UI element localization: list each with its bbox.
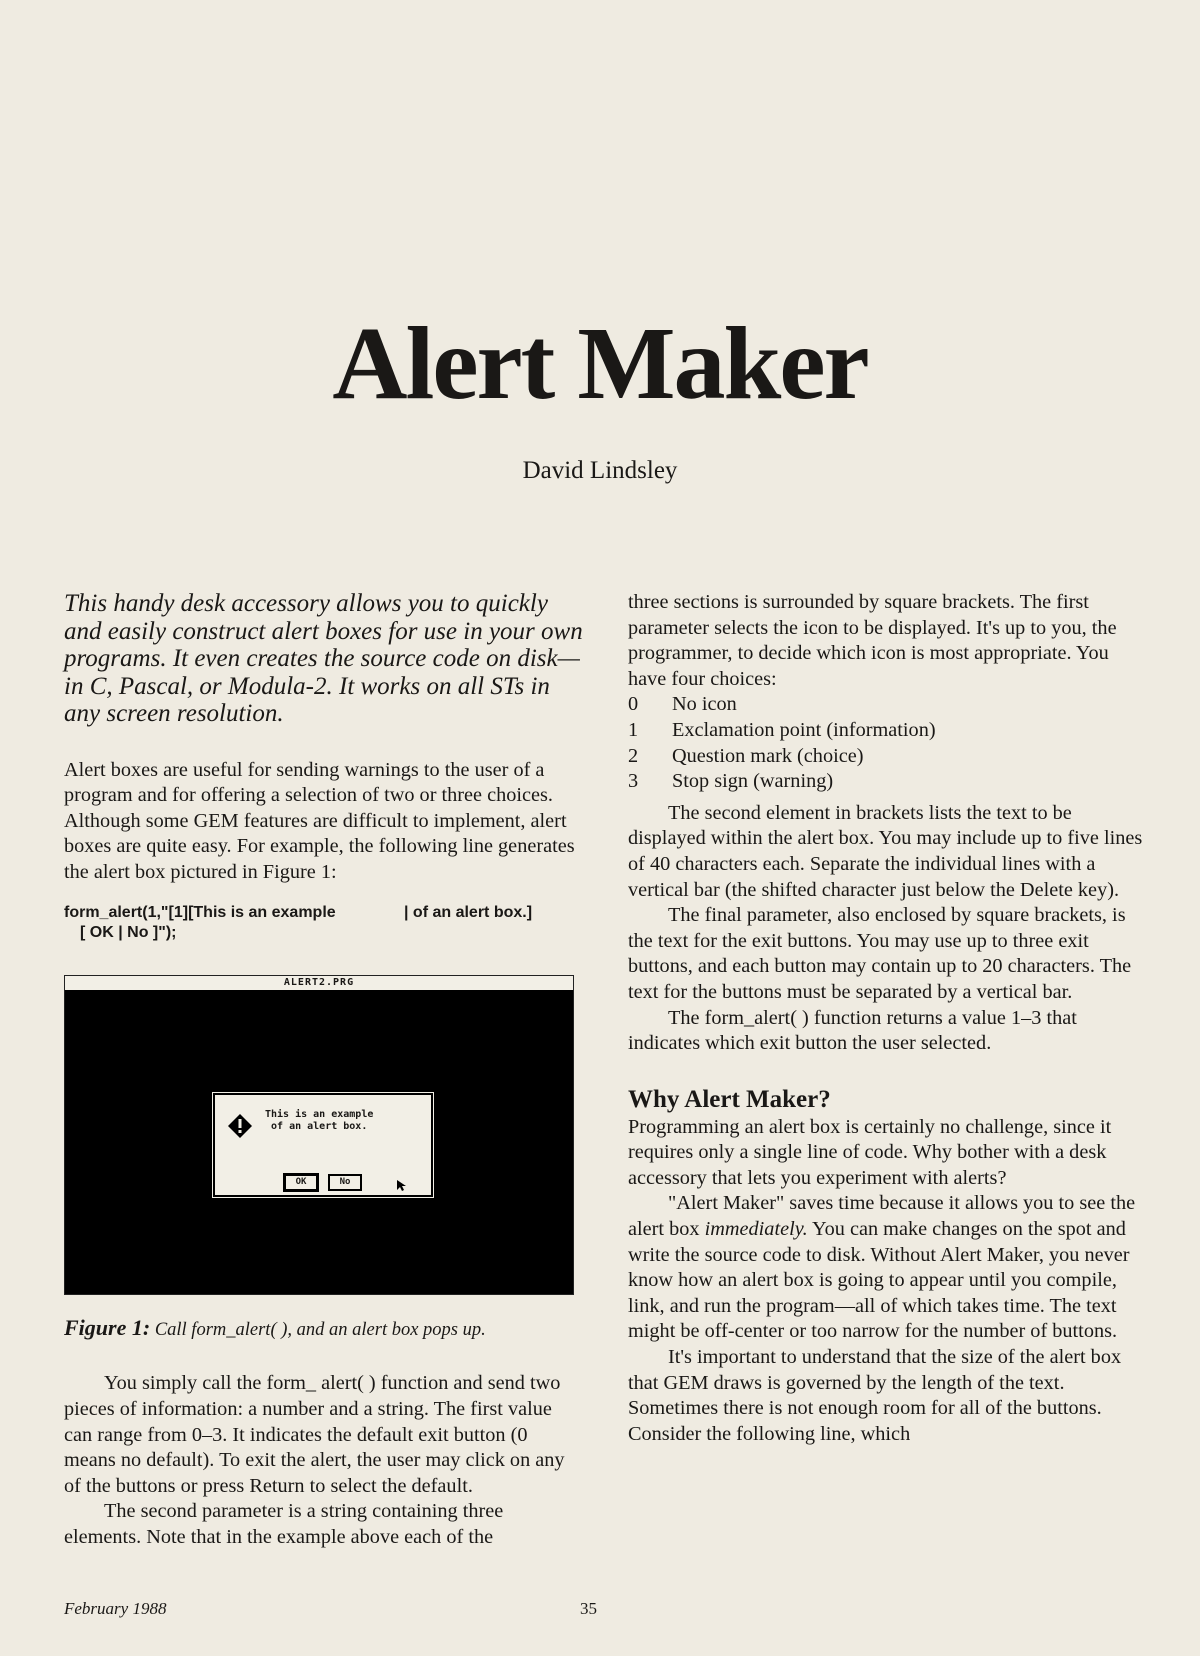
right-column [628, 590, 1148, 1447]
footer-date: February 1988 [64, 1599, 167, 1618]
caption-text: Call form_alert( ), and an alert box pops up. [154, 1320, 486, 1341]
code-line: form_alert(1,"[1][This is an example [64, 904, 336, 922]
paragraph: The final parameter, also enclosed by square brackets, is the text for the exit buttons. You may use up to three exit buttons, and each button may contain up to 20 characters. The text for the buttons must be separated by a vertical bar. [628, 904, 1132, 1003]
mouse-pointer-icon [397, 1180, 407, 1192]
paragraph: The form_alert( ) function returns a value 1–3 that indicates which exit button the user selected. [628, 1006, 1077, 1055]
icon-choices-list [628, 692, 1148, 794]
paragraph: three sections is surrounded by square brackets. The first parameter selects the icon to be displayed. It's up to you, the programmer, to decide which icon is most appropriate. You have four choices: [628, 591, 1117, 690]
paragraph: It's important to understand that the size of the alert box that GEM draws is governed by the length of the text. Sometimes there is not enough room for all of the buttons. Consider the following line, which [628, 1346, 1122, 1445]
alert-dialog [213, 1093, 433, 1197]
figure-screenshot [64, 975, 574, 1295]
paragraph: You simply call the form_ alert( ) function and send two pieces of information: a number and a string. The first value can range from 0–3. It indicates the default exit button (0 means no default). To exit the alert, the user may click on any of the buttons or press Return to select the default. [64, 1372, 565, 1497]
list-item: 1 Exclamation point (information) [628, 718, 936, 741]
paragraph: Programming an alert box is certainly no challenge, since it requires only a single line of code. Why bother with a desk accessory that lets you experiment with alerts? [628, 1115, 1112, 1189]
paragraph: The second element in brackets lists the text to be displayed within the alert box. You may include up to five lines of 40 characters each. Separate the individual lines with a vertical bar (the shifted character just below the Delete key). [628, 801, 1143, 901]
code-line: [ OK | No ]"); [80, 924, 177, 942]
paragraph: Alert boxes are useful for sending warnings to the user of a program and for offering a selection of two or three choices. Although some GEM features are difficult to implement, alert boxes are quite easy. For example, the following line generates the alert box pictured in Figure 1: [64, 758, 575, 883]
alert-message: This is an example of an alert box. [265, 1109, 374, 1133]
code-snippet [64, 903, 584, 943]
paragraph: "Alert Maker" saves time because it allows you to see the alert box immediately. You can make changes on the spot and write the source code to disk. Without Alert Maker, you never know how an alert box is going to appear until you compile, link, and run the program—all of which takes time. The text might be off-center or too narrow for the number of buttons. [628, 1192, 1136, 1343]
caption-label: Figure 1: [64, 1315, 151, 1341]
code-line: | of an alert box.] [404, 904, 533, 922]
article-title: Alert Maker [332, 306, 868, 421]
lead-paragraph: This handy desk accessory allows you to quickly and easily construct alert boxes for use in your own programs. It even creates the source code on disk—in C, Pascal, or Modula-2. It works on all STs in any screen resolution. [64, 590, 583, 727]
window-titlebar: ALERT2.PRG [65, 976, 573, 992]
page-number: 35 [580, 1599, 597, 1618]
left-column [64, 590, 584, 1551]
list-item: 0 No icon [628, 693, 737, 716]
article-author: David Lindsley [522, 457, 678, 484]
figure-caption [64, 1315, 584, 1341]
list-item: 3 Stop sign (warning) [628, 770, 834, 793]
list-item: 2 Question mark (choice) [628, 744, 864, 767]
exclamation-icon [227, 1113, 253, 1139]
paragraph: The second parameter is a string containing three elements. Note that in the example above each of the [64, 1500, 504, 1549]
section-heading: Why Alert Maker? [628, 1085, 831, 1113]
ok-button: OK [283, 1173, 319, 1192]
no-button: No [328, 1174, 362, 1191]
